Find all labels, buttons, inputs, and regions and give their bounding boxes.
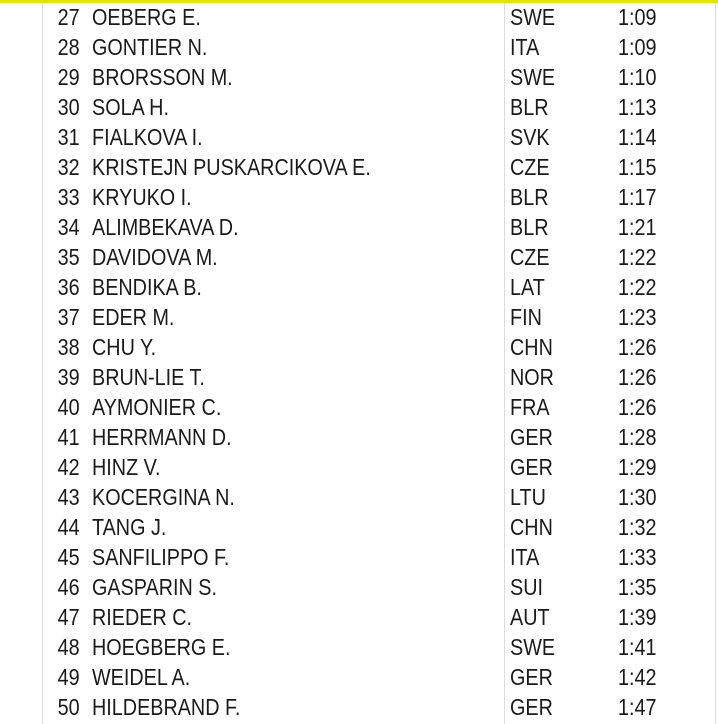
rank-cell-text: 31 bbox=[57, 124, 80, 150]
nation-cell bbox=[506, 272, 618, 302]
athlete-name-cell bbox=[86, 362, 506, 392]
nation-cell bbox=[506, 602, 618, 632]
table-row bbox=[0, 602, 718, 632]
table-row bbox=[0, 62, 718, 92]
time-behind-cell-text: 1:14 bbox=[618, 124, 657, 150]
nation-cell-text: CHN bbox=[510, 514, 553, 540]
nation-cell-text: GER bbox=[510, 424, 553, 450]
athlete-name-cell-text: BENDIKA B. bbox=[92, 274, 202, 300]
nation-cell bbox=[506, 692, 618, 722]
athlete-name-cell bbox=[86, 332, 506, 362]
nation-cell-text: AUT bbox=[510, 604, 550, 630]
athlete-name-cell-text: TANG J. bbox=[92, 514, 167, 540]
athlete-name-cell-text: KRISTEJN PUSKARCIKOVA E. bbox=[92, 154, 371, 180]
nation-cell bbox=[506, 2, 618, 32]
table-row bbox=[0, 332, 718, 362]
results-table bbox=[0, 2, 718, 722]
table-row bbox=[0, 692, 718, 722]
time-behind-cell-text: 1:30 bbox=[618, 484, 657, 510]
athlete-name-cell-text: GONTIER N. bbox=[92, 34, 208, 60]
time-behind-cell bbox=[618, 602, 718, 632]
athlete-name-cell bbox=[86, 62, 506, 92]
nation-cell-text: GER bbox=[510, 664, 553, 690]
athlete-name-cell bbox=[86, 422, 506, 452]
table-row bbox=[0, 212, 718, 242]
rank-cell bbox=[0, 692, 86, 722]
athlete-name-cell bbox=[86, 302, 506, 332]
nation-cell-text: SVK bbox=[510, 124, 550, 150]
nation-cell bbox=[506, 62, 618, 92]
nation-cell bbox=[506, 92, 618, 122]
rank-cell bbox=[0, 572, 86, 602]
results-table-body bbox=[0, 2, 718, 722]
athlete-name-cell bbox=[86, 452, 506, 482]
nation-cell-text: LAT bbox=[510, 274, 545, 300]
rank-cell bbox=[0, 542, 86, 572]
time-behind-cell-text: 1:35 bbox=[618, 574, 657, 600]
rank-cell bbox=[0, 122, 86, 152]
athlete-name-cell bbox=[86, 392, 506, 422]
time-behind-cell-text: 1:47 bbox=[618, 694, 657, 720]
nation-cell bbox=[506, 662, 618, 692]
athlete-name-cell bbox=[86, 632, 506, 662]
rank-cell-text: 27 bbox=[57, 4, 80, 30]
table-row bbox=[0, 572, 718, 602]
rank-cell-text: 34 bbox=[57, 214, 80, 240]
athlete-name-cell bbox=[86, 482, 506, 512]
time-behind-cell-text: 1:17 bbox=[618, 184, 657, 210]
rank-cell-text: 28 bbox=[57, 34, 80, 60]
nation-cell-text: GER bbox=[510, 454, 553, 480]
rank-cell-text: 44 bbox=[57, 514, 80, 540]
rank-cell-text: 40 bbox=[57, 394, 80, 420]
nation-cell bbox=[506, 362, 618, 392]
nation-cell bbox=[506, 572, 618, 602]
nation-cell-text: BLR bbox=[510, 184, 549, 210]
athlete-name-cell bbox=[86, 602, 506, 632]
rank-cell-text: 39 bbox=[57, 364, 80, 390]
nation-cell bbox=[506, 302, 618, 332]
time-behind-cell-text: 1:10 bbox=[618, 64, 657, 90]
athlete-name-cell-text: DAVIDOVA M. bbox=[92, 244, 218, 270]
table-row bbox=[0, 92, 718, 122]
nation-cell-text: ITA bbox=[510, 34, 540, 60]
athlete-name-cell-text: WEIDEL A. bbox=[92, 664, 191, 690]
table-row bbox=[0, 392, 718, 422]
athlete-name-cell bbox=[86, 242, 506, 272]
nation-cell bbox=[506, 422, 618, 452]
athlete-name-cell bbox=[86, 2, 506, 32]
nation-cell-text: FRA bbox=[510, 394, 550, 420]
nation-cell bbox=[506, 452, 618, 482]
time-behind-cell bbox=[618, 392, 718, 422]
nation-cell-text: BLR bbox=[510, 214, 549, 240]
table-row bbox=[0, 272, 718, 302]
time-behind-cell-text: 1:15 bbox=[618, 154, 657, 180]
athlete-name-cell bbox=[86, 512, 506, 542]
time-behind-cell-text: 1:33 bbox=[618, 544, 657, 570]
rank-cell bbox=[0, 32, 86, 62]
time-behind-cell-text: 1:28 bbox=[618, 424, 657, 450]
table-row bbox=[0, 452, 718, 482]
nation-cell-text: NOR bbox=[510, 364, 554, 390]
nation-cell bbox=[506, 242, 618, 272]
time-behind-cell bbox=[618, 692, 718, 722]
athlete-name-cell-text: EDER M. bbox=[92, 304, 175, 330]
rank-cell bbox=[0, 152, 86, 182]
athlete-name-cell-text: ALIMBEKAVA D. bbox=[92, 214, 239, 240]
rank-cell bbox=[0, 242, 86, 272]
athlete-name-cell bbox=[86, 32, 506, 62]
nation-cell-text: CZE bbox=[510, 154, 550, 180]
time-behind-cell-text: 1:42 bbox=[618, 664, 657, 690]
rank-cell-text: 47 bbox=[57, 604, 80, 630]
nation-cell-text: BLR bbox=[510, 94, 549, 120]
time-behind-cell-text: 1:41 bbox=[618, 634, 657, 660]
athlete-name-cell bbox=[86, 212, 506, 242]
athlete-name-cell-text: FIALKOVA I. bbox=[92, 124, 203, 150]
nation-cell-text: LTU bbox=[510, 484, 546, 510]
time-behind-cell bbox=[618, 362, 718, 392]
time-behind-cell-text: 1:39 bbox=[618, 604, 657, 630]
rank-cell-text: 30 bbox=[57, 94, 80, 120]
time-behind-cell-text: 1:09 bbox=[618, 4, 657, 30]
rank-cell-text: 36 bbox=[57, 274, 80, 300]
time-behind-cell-text: 1:13 bbox=[618, 94, 657, 120]
athlete-name-cell-text: HINZ V. bbox=[92, 454, 161, 480]
time-behind-cell bbox=[618, 32, 718, 62]
rank-cell-text: 46 bbox=[57, 574, 80, 600]
nation-cell bbox=[506, 542, 618, 572]
rank-cell bbox=[0, 272, 86, 302]
athlete-name-cell-text: RIEDER C. bbox=[92, 604, 193, 630]
rank-cell bbox=[0, 2, 86, 32]
time-behind-cell-text: 1:09 bbox=[618, 34, 657, 60]
table-row bbox=[0, 152, 718, 182]
athlete-name-cell bbox=[86, 272, 506, 302]
rank-cell bbox=[0, 512, 86, 542]
rank-cell bbox=[0, 452, 86, 482]
rank-cell-text: 50 bbox=[57, 694, 80, 720]
rank-cell bbox=[0, 302, 86, 332]
rank-cell-text: 32 bbox=[57, 154, 80, 180]
table-row bbox=[0, 2, 718, 32]
rank-cell-text: 38 bbox=[57, 334, 80, 360]
time-behind-cell bbox=[618, 272, 718, 302]
athlete-name-cell-text: KRYUKO I. bbox=[92, 184, 192, 210]
rank-cell-text: 41 bbox=[57, 424, 80, 450]
athlete-name-cell bbox=[86, 572, 506, 602]
time-behind-cell bbox=[618, 212, 718, 242]
time-behind-cell bbox=[618, 542, 718, 572]
rank-cell-text: 33 bbox=[57, 184, 80, 210]
time-behind-cell-text: 1:21 bbox=[618, 214, 657, 240]
athlete-name-cell bbox=[86, 182, 506, 212]
rank-cell-text: 43 bbox=[57, 484, 80, 510]
time-behind-cell bbox=[618, 242, 718, 272]
time-behind-cell bbox=[618, 662, 718, 692]
athlete-name-cell-text: KOCERGINA N. bbox=[92, 484, 235, 510]
rank-cell-text: 42 bbox=[57, 454, 80, 480]
rank-cell bbox=[0, 632, 86, 662]
nation-cell-text: FIN bbox=[510, 304, 542, 330]
table-row bbox=[0, 362, 718, 392]
time-behind-cell bbox=[618, 122, 718, 152]
rank-cell bbox=[0, 662, 86, 692]
athlete-name-cell-text: GASPARIN S. bbox=[92, 574, 217, 600]
time-behind-cell-text: 1:26 bbox=[618, 394, 657, 420]
nation-cell bbox=[506, 332, 618, 362]
table-row bbox=[0, 122, 718, 152]
athlete-name-cell-text: SANFILIPPO F. bbox=[92, 544, 230, 570]
time-behind-cell-text: 1:32 bbox=[618, 514, 657, 540]
rank-cell bbox=[0, 602, 86, 632]
time-behind-cell bbox=[618, 62, 718, 92]
time-behind-cell-text: 1:23 bbox=[618, 304, 657, 330]
nation-cell-text: SUI bbox=[510, 574, 543, 600]
nation-cell-text: ITA bbox=[510, 544, 540, 570]
athlete-name-cell-text: SOLA H. bbox=[92, 94, 169, 120]
athlete-name-cell-text: CHU Y. bbox=[92, 334, 157, 360]
athlete-name-cell-text: BRUN-LIE T. bbox=[92, 364, 205, 390]
athlete-name-cell bbox=[86, 662, 506, 692]
athlete-name-cell-text: HERRMANN D. bbox=[92, 424, 232, 450]
table-row bbox=[0, 542, 718, 572]
rank-cell-text: 49 bbox=[57, 664, 80, 690]
time-behind-cell bbox=[618, 422, 718, 452]
time-behind-cell bbox=[618, 182, 718, 212]
rank-cell bbox=[0, 182, 86, 212]
table-row bbox=[0, 422, 718, 452]
athlete-name-cell bbox=[86, 542, 506, 572]
rank-cell-text: 48 bbox=[57, 634, 80, 660]
time-behind-cell bbox=[618, 512, 718, 542]
athlete-name-cell bbox=[86, 692, 506, 722]
rank-cell bbox=[0, 62, 86, 92]
rank-cell-text: 45 bbox=[57, 544, 80, 570]
time-behind-cell-text: 1:26 bbox=[618, 334, 657, 360]
time-behind-cell-text: 1:29 bbox=[618, 454, 657, 480]
table-row bbox=[0, 302, 718, 332]
rank-cell bbox=[0, 362, 86, 392]
time-behind-cell bbox=[618, 302, 718, 332]
rank-cell bbox=[0, 422, 86, 452]
athlete-name-cell bbox=[86, 152, 506, 182]
athlete-name-cell-text: HOEGBERG E. bbox=[92, 634, 231, 660]
nation-cell-text: CZE bbox=[510, 244, 550, 270]
time-behind-cell-text: 1:22 bbox=[618, 244, 657, 270]
rank-cell bbox=[0, 212, 86, 242]
athlete-name-cell bbox=[86, 92, 506, 122]
athlete-name-cell-text: HILDEBRAND F. bbox=[92, 694, 241, 720]
nation-cell bbox=[506, 182, 618, 212]
time-behind-cell-text: 1:22 bbox=[618, 274, 657, 300]
nation-cell bbox=[506, 32, 618, 62]
nation-cell bbox=[506, 512, 618, 542]
table-row bbox=[0, 662, 718, 692]
rank-cell-text: 37 bbox=[57, 304, 80, 330]
time-behind-cell bbox=[618, 92, 718, 122]
table-row bbox=[0, 182, 718, 212]
time-behind-cell bbox=[618, 332, 718, 362]
table-row bbox=[0, 242, 718, 272]
table-row bbox=[0, 482, 718, 512]
time-behind-cell bbox=[618, 482, 718, 512]
rank-cell bbox=[0, 392, 86, 422]
rank-cell bbox=[0, 482, 86, 512]
nation-cell-text: SWE bbox=[510, 64, 556, 90]
table-row bbox=[0, 512, 718, 542]
athlete-name-cell-text: BRORSSON M. bbox=[92, 64, 233, 90]
time-behind-cell bbox=[618, 572, 718, 602]
nation-cell bbox=[506, 482, 618, 512]
time-behind-cell bbox=[618, 152, 718, 182]
nation-cell bbox=[506, 122, 618, 152]
nation-cell-text: CHN bbox=[510, 334, 553, 360]
nation-cell-text: SWE bbox=[510, 634, 556, 660]
nation-cell-text: GER bbox=[510, 694, 553, 720]
table-row bbox=[0, 632, 718, 662]
time-behind-cell bbox=[618, 452, 718, 482]
rank-cell-text: 35 bbox=[57, 244, 80, 270]
rank-cell-text: 29 bbox=[57, 64, 80, 90]
athlete-name-cell bbox=[86, 122, 506, 152]
table-row bbox=[0, 32, 718, 62]
nation-cell bbox=[506, 632, 618, 662]
nation-cell-text: SWE bbox=[510, 4, 556, 30]
time-behind-cell bbox=[618, 632, 718, 662]
rank-cell bbox=[0, 92, 86, 122]
nation-cell bbox=[506, 152, 618, 182]
athlete-name-cell-text: AYMONIER C. bbox=[92, 394, 222, 420]
nation-cell bbox=[506, 212, 618, 242]
time-behind-cell bbox=[618, 2, 718, 32]
rank-cell bbox=[0, 332, 86, 362]
time-behind-cell-text: 1:26 bbox=[618, 364, 657, 390]
nation-cell bbox=[506, 392, 618, 422]
athlete-name-cell-text: OEBERG E. bbox=[92, 4, 201, 30]
